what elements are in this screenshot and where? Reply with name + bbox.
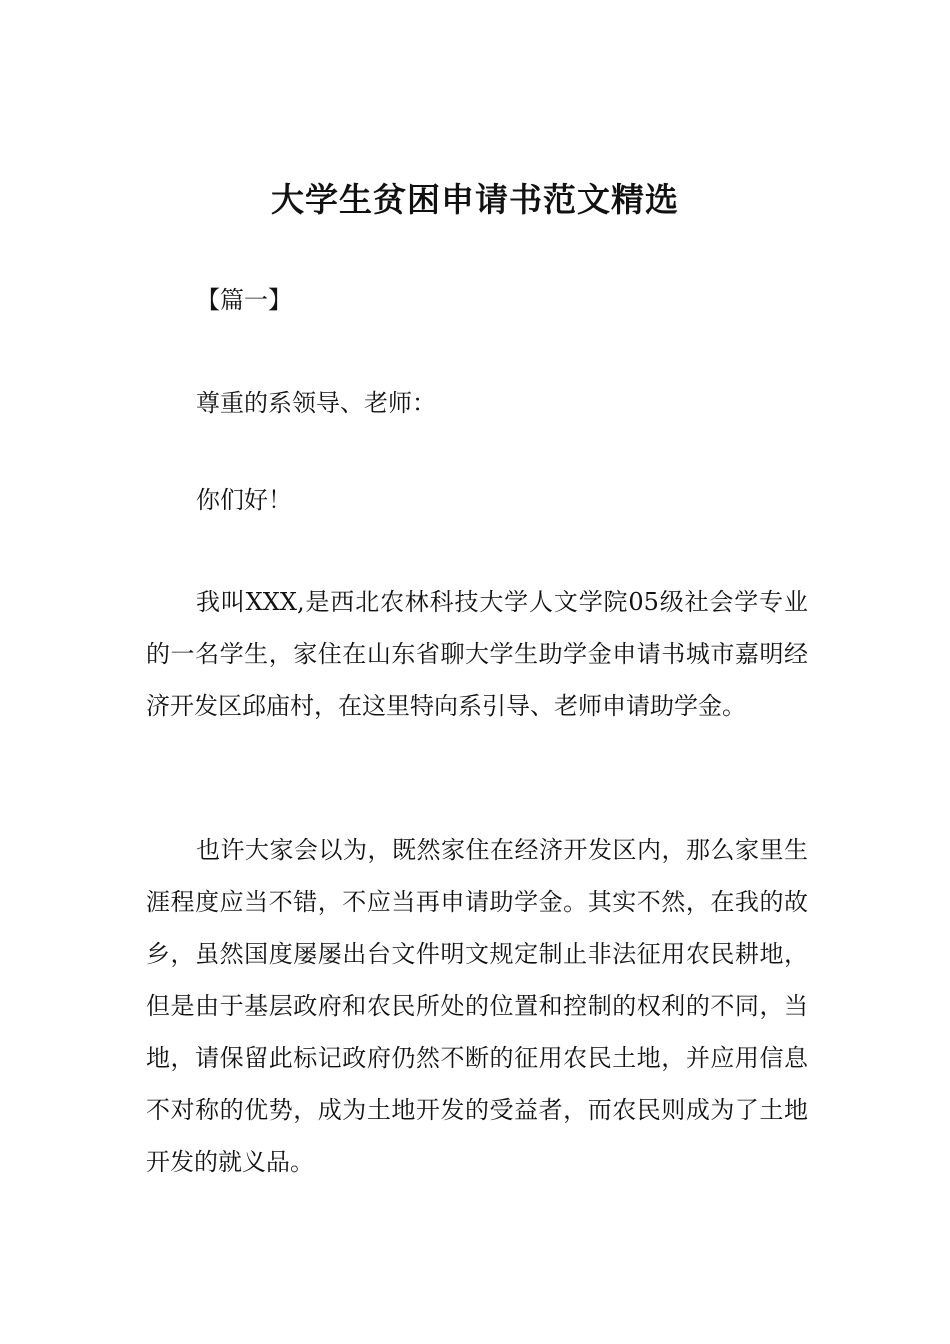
body-paragraph	[146, 576, 808, 732]
greeting-text: 你们好！	[196, 486, 292, 514]
document-title: 大学生贫困申请书范文精选	[271, 180, 679, 219]
section-label	[146, 274, 808, 326]
body-paragraph	[146, 824, 808, 1188]
salutation-text: 尊重的系领导、老师：	[196, 389, 436, 417]
greeting	[146, 474, 808, 526]
section-label-text: 【篇一】	[196, 286, 292, 314]
salutation	[146, 377, 808, 429]
paragraph-1-text: 我叫XXX,是西北农林科技大学人文学院05级社会学专业的一名学生，家住在山东省聊大学生助学金申请书城市嘉明经济开发区邱庙村，在这里特向系引导、老师申请助学金。	[146, 588, 808, 720]
paragraph-2-text: 也许大家会以为，既然家住在经济开发区内，那么家里生涯程度应当不错，不应当再申请助学金。其实不然，在我的故乡，虽然国度屡屡出台文件明文规定制止非法征用农民耕地，但是由于基层政府和农民所处的位置和控制的权利的不同，当地，请保留此标记政府仍然不断的征用农民土地，并应用信息不对称的优势，成为土地开发的受益者，而农民则成为了土地开发的就义品。	[146, 836, 808, 1176]
